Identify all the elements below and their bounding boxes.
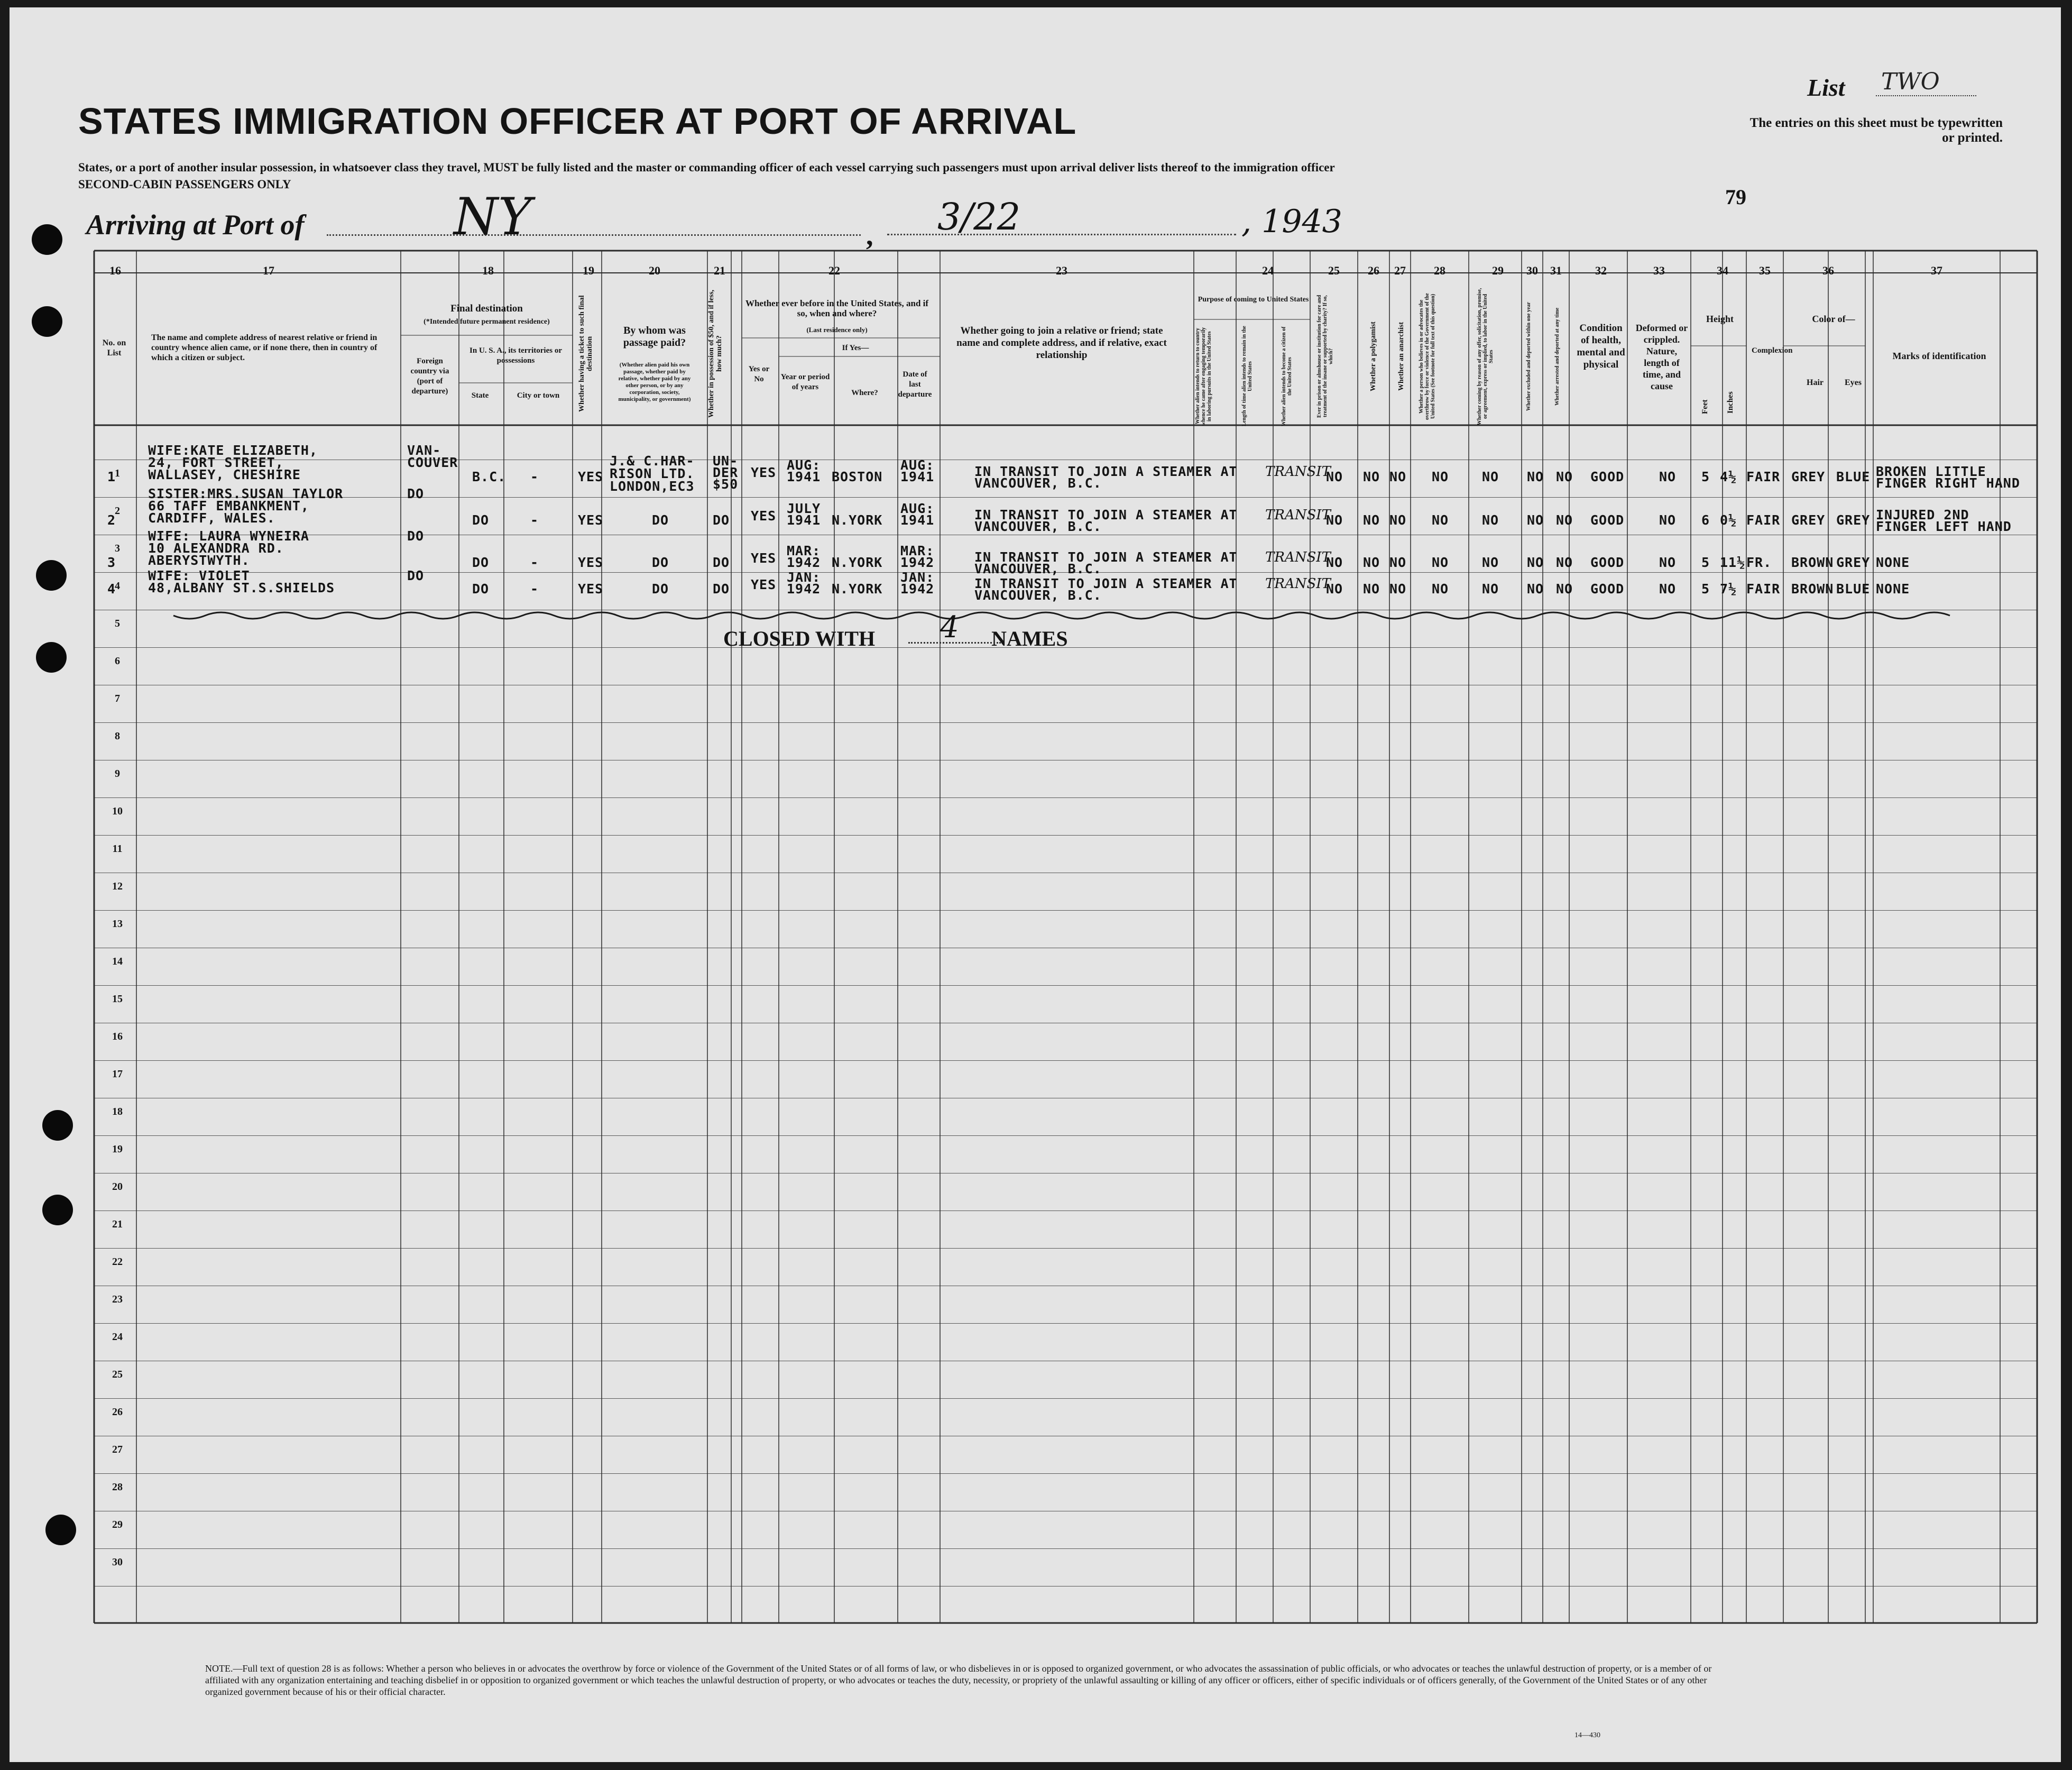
ever-before-where: BOSTON	[832, 469, 883, 484]
health-condition: GOOD	[1590, 469, 1625, 484]
column-number: 18	[482, 264, 494, 277]
header-passage-paid: By whom was passage paid?	[623, 325, 686, 349]
row-number: 29	[112, 1519, 123, 1530]
row-number: 5	[115, 618, 120, 629]
column-number: 31	[1550, 264, 1562, 277]
deformed-answer: NO	[1659, 469, 1677, 484]
last-departure-date: 1941	[900, 469, 935, 484]
answer-c31: NO	[1556, 512, 1573, 528]
answer-c29: NO	[1482, 469, 1499, 484]
answer-c29: NO	[1482, 555, 1499, 570]
last-departure-date: 1941	[900, 512, 935, 528]
relative-name-address: 48,ALBANY ST.S.SHIELDS	[148, 580, 335, 595]
header-purpose-length: Length of time alien intends to remain in the United States	[1241, 326, 1253, 427]
complexion: FAIR	[1746, 469, 1781, 484]
column-number: 17	[263, 264, 274, 277]
header-ever-before-sub: (Last residence only)	[806, 326, 868, 334]
ever-before-where: N.YORK	[832, 581, 883, 597]
ever-before-year: JAN:	[787, 570, 821, 585]
header-passage-paid-sub: (Whether alien paid his own passage, whether paid by relative, whether paid by any other person, or by any corporation, society, municipality, or government)	[618, 362, 691, 402]
header-yes-no: Yes or No	[748, 365, 770, 383]
header-inches: Inches	[1726, 391, 1735, 414]
row-number: 11	[112, 843, 123, 855]
destination-state: DO	[472, 512, 490, 528]
ever-before-year: 1941	[787, 469, 821, 484]
answer-c30: NO	[1527, 512, 1544, 528]
join-relative: VANCOUVER, B.C.	[974, 475, 1102, 491]
money-amount: DO	[713, 581, 730, 597]
header-hair: Hair	[1807, 378, 1824, 387]
arrival-year: , 1943	[1241, 203, 1342, 240]
page-title: STATES IMMIGRATION OFFICER AT PORT OF ARRIVAL	[78, 100, 1077, 142]
row-number: 28	[112, 1481, 123, 1493]
money-amount: UN-	[713, 453, 739, 469]
hair-color: GREY	[1791, 512, 1826, 528]
relative-name-address: CARDIFF, WALES.	[148, 510, 275, 526]
health-condition: GOOD	[1590, 512, 1625, 528]
deformed-answer: NO	[1659, 581, 1677, 597]
row-number: 1	[115, 467, 120, 479]
column-number: 32	[1595, 264, 1607, 277]
money-amount: DER	[713, 465, 739, 480]
relative-name-address: WIFE: LAURA WYNEIRA	[148, 528, 309, 544]
arrival-date: 3/22	[887, 195, 1236, 235]
purpose-transit: TRANSIT	[1265, 464, 1331, 480]
row-number: 13	[112, 918, 123, 930]
relative-name-address: 24, FORT STREET,	[148, 455, 284, 470]
ever-before-year: MAR:	[787, 543, 821, 558]
ever-before-where: N.YORK	[832, 555, 883, 570]
purpose-transit: TRANSIT	[1265, 549, 1331, 565]
row-number: 8	[115, 730, 120, 742]
ever-before-yes-no: YES	[751, 508, 777, 524]
join-relative: IN TRANSIT TO JOIN A STEAMER AT	[974, 507, 1238, 522]
eye-color: GREY	[1836, 555, 1871, 570]
header-prison: Ever in prison or almshouse or institution for care and treatment of the insane or supported by charity? If so, which?	[1316, 295, 1334, 418]
ticket-answer: YES	[578, 512, 604, 528]
complexion: FAIR	[1746, 512, 1781, 528]
relative-name-address: WIFE:KATE ELIZABETH,	[148, 443, 318, 458]
row-number: 18	[112, 1106, 123, 1117]
passage-paid-by: DO	[652, 581, 669, 597]
answer-c26: NO	[1363, 555, 1380, 570]
answer-c31: NO	[1556, 469, 1573, 484]
join-relative: IN TRANSIT TO JOIN A STEAMER AT	[974, 576, 1238, 591]
row-number: 26	[112, 1406, 123, 1418]
column-number: 28	[1434, 264, 1445, 277]
header-complexion: Complexion	[1752, 346, 1793, 355]
row-number: 25	[112, 1369, 123, 1380]
foreign-port: DO	[407, 486, 425, 501]
row-number: 27	[112, 1444, 123, 1455]
destination-city: -	[530, 512, 539, 528]
column-number: 26	[1368, 264, 1379, 277]
closed-count: 4	[940, 610, 959, 645]
closed-label: CLOSED WITH	[723, 627, 876, 650]
subtitle: States, or a port of another insular possession, in whatsoever class they travel, MUST be fully listed and the master or commanding officer of each vessel carrying such passengers must upon arrival deliver lists thereof to the immigration officer	[78, 161, 1335, 174]
header-polygamist: Whether a polygamist	[1369, 322, 1377, 391]
column-number: 35	[1759, 264, 1771, 277]
column-number: 23	[1056, 264, 1067, 277]
height-inches: 7½	[1720, 581, 1737, 597]
closing-wavy-line	[173, 612, 1950, 619]
header-ever-before: Whether ever before in the United States, and if so, when and where?	[745, 298, 929, 318]
ticket-answer: YES	[578, 555, 604, 570]
column-number: 33	[1653, 264, 1665, 277]
answer-c28: NO	[1432, 512, 1449, 528]
answer-c31: NO	[1556, 555, 1573, 570]
foreign-port: DO	[407, 528, 425, 544]
answer-c25: NO	[1326, 581, 1343, 597]
height-inches: 0½	[1720, 512, 1737, 528]
header-offer-labor: Whether coming by reason of any offer, solicitation, promise, or agreement, express or implied, to labor in the United States	[1477, 288, 1494, 425]
answer-c28: NO	[1432, 469, 1449, 484]
column-number: 19	[583, 264, 594, 277]
row-number: 24	[112, 1331, 123, 1343]
last-departure-date: JAN:	[900, 570, 935, 585]
column-number: 27	[1394, 264, 1406, 277]
height-feet: 5	[1701, 581, 1710, 597]
row-number: 3	[115, 543, 120, 554]
answer-c27: NO	[1389, 469, 1407, 484]
ever-before-year: JULY	[787, 501, 821, 516]
row-number: 17	[112, 1068, 123, 1080]
last-departure-date: AUG:	[900, 501, 935, 516]
eye-color: BLUE	[1836, 469, 1871, 484]
ever-before-year: 1941	[787, 512, 821, 528]
row-number: 14	[112, 956, 123, 967]
answer-c30: NO	[1527, 581, 1544, 597]
page-number: 79	[1725, 185, 1746, 209]
marks-identification: NONE	[1876, 581, 1910, 597]
header-relative-address: The name and complete address of nearest relative or friend in country whence alien came, or if none there, then in country of which a citizen or subject.	[151, 333, 377, 362]
header-final-destination-sub: (*Intended future permanent residence)	[423, 318, 550, 326]
row-number: 22	[112, 1256, 123, 1268]
header-state: State	[471, 391, 489, 400]
hair-color: BROWN	[1791, 581, 1834, 597]
row-entry-number: 2	[107, 512, 116, 528]
ever-before-yes-no: YES	[751, 577, 777, 592]
list-label: List	[1807, 74, 1845, 101]
destination-state: DO	[472, 581, 490, 597]
header-purpose-citizen: Whether alien intends to become a citizen of the United States	[1281, 326, 1293, 426]
eye-color: BLUE	[1836, 581, 1871, 597]
ever-before-year: AUG:	[787, 457, 821, 473]
arrival-port: NY	[327, 187, 861, 236]
passage-paid-by: DO	[652, 512, 669, 528]
form-number: 14—430	[1574, 1731, 1600, 1739]
column-number: 20	[649, 264, 660, 277]
ever-before-year: 1942	[787, 581, 821, 597]
header-deformed: Deformed or crippled. Nature, length of time, and cause	[1635, 323, 1688, 391]
row-number: 20	[112, 1181, 123, 1193]
ticket-answer: YES	[578, 469, 604, 484]
header-date-last-departure: Date of last departure	[898, 370, 932, 399]
relative-name-address: ABERYSTWYTH.	[148, 553, 250, 568]
last-departure-date: AUG:	[900, 457, 935, 473]
header-height: Height	[1706, 314, 1734, 324]
header-anarchist: Whether an anarchist	[1397, 322, 1405, 391]
header-city: City or town	[517, 391, 560, 400]
header-final-destination: Final destination	[450, 303, 523, 314]
class-line: SECOND-CABIN PASSENGERS ONLY	[78, 178, 291, 191]
arrival-separator: ,	[866, 219, 873, 251]
row-number: 4	[115, 580, 120, 592]
answer-c26: NO	[1363, 469, 1380, 484]
answer-c27: NO	[1389, 581, 1407, 597]
column-number: 16	[109, 264, 121, 277]
row-number: 16	[112, 1031, 123, 1042]
header-excluded: Whether excluded and deported within one year	[1526, 302, 1532, 411]
header-money: Whether in possession of $50, and if less, how much?	[707, 289, 723, 418]
column-number: 25	[1328, 264, 1340, 277]
row-entry-number: 1	[107, 469, 116, 484]
destination-state: B.C.	[472, 469, 507, 484]
destination-city: -	[530, 581, 539, 597]
ever-before-yes-no: YES	[751, 551, 777, 566]
last-departure-date: MAR:	[900, 543, 935, 558]
header-eyes: Eyes	[1845, 378, 1862, 387]
marks-identification: NONE	[1876, 555, 1910, 570]
last-departure-date: 1942	[900, 581, 935, 597]
closed-with-label	[723, 626, 1068, 651]
foreign-port: DO	[407, 568, 425, 583]
header-arrested: Whether arrested and deported at any time	[1554, 307, 1560, 406]
footnote: NOTE.—Full text of question 28 is as follows: Whether a person who believes in or advocates the overthrow by force or violence of the Government of the United States or of all forms of law, or who disbelieves in or is opposed to organized government, or who advocates the assassination of public officials, or who advocates or teaches the unlawful destruction of property, or is a member of or affiliated with any organization entertaining and teaching disbelief in or opposition to organized government or which teaches the unlawful destruction of property, or who advocates or teaches the duty, necessity, or propriety of the unlawful assaulting or killing of any officer or officers, either of specific individuals or of officers generally, of the Government of the United States or of any other organized government because of his or their official character.	[205, 1663, 1712, 1697]
header-where: Where?	[851, 389, 878, 397]
ticket-answer: YES	[578, 581, 604, 597]
column-number: 34	[1717, 264, 1728, 277]
row-number: 19	[112, 1143, 123, 1155]
foreign-port: COUVER	[407, 455, 458, 470]
row-number: 9	[115, 768, 120, 779]
column-number: 22	[828, 264, 840, 277]
ever-before-yes-no: YES	[751, 465, 777, 480]
money-amount: DO	[713, 555, 730, 570]
column-number: 30	[1526, 264, 1538, 277]
height-feet: 6	[1701, 512, 1710, 528]
row-number: 10	[112, 805, 123, 817]
destination-city: -	[530, 469, 539, 484]
eye-color: GREY	[1836, 512, 1871, 528]
destination-state: DO	[472, 555, 490, 570]
join-relative: IN TRANSIT TO JOIN A STEAMER AT	[974, 464, 1238, 479]
passage-paid-by: J.& C.HAR-	[610, 453, 695, 469]
relative-name-address: 10 ALEXANDRA RD.	[148, 540, 284, 556]
marks-identification: INJURED 2ND	[1876, 507, 1969, 522]
header-health: Condition of health, mental and physical	[1577, 323, 1625, 370]
money-amount: DO	[713, 512, 730, 528]
ever-before-where: N.YORK	[832, 512, 883, 528]
row-number: 7	[115, 693, 120, 704]
height-inches: 11½	[1720, 555, 1746, 570]
row-number: 30	[112, 1556, 123, 1568]
join-relative: IN TRANSIT TO JOIN A STEAMER AT	[974, 549, 1238, 565]
passage-paid-by: DO	[652, 555, 669, 570]
relative-name-address: WIFE: VIOLET	[148, 568, 250, 583]
header-no-on-list: No. on List	[102, 338, 126, 357]
relative-name-address: WALLASEY, CHESHIRE	[148, 467, 301, 482]
foreign-port: VAN-	[407, 443, 441, 458]
relative-name-address: 66 TAFF EMBANKMENT,	[148, 498, 309, 513]
ever-before-year: 1942	[787, 555, 821, 570]
passage-paid-by: RISON LTD.	[610, 466, 695, 481]
deformed-answer: NO	[1659, 512, 1677, 528]
last-departure-date: 1942	[900, 555, 935, 570]
complexion: FAIR	[1746, 581, 1781, 597]
answer-c27: NO	[1389, 555, 1407, 570]
row-number: 6	[115, 655, 120, 667]
row-number: 12	[112, 881, 123, 892]
manifest-sheet	[10, 7, 2061, 1762]
column-number: 29	[1492, 264, 1504, 277]
answer-c30: NO	[1527, 469, 1544, 484]
row-number: 21	[112, 1218, 123, 1230]
height-feet: 5	[1701, 555, 1710, 570]
answer-c25: NO	[1326, 555, 1343, 570]
header-in-usa: In U. S. A., its territories or possessions	[469, 346, 562, 365]
header-purpose: Purpose of coming to United States	[1198, 296, 1309, 304]
closed-suffix: NAMES	[991, 627, 1068, 650]
marks-identification: BROKEN LITTLE	[1876, 464, 1986, 479]
answer-c30: NO	[1527, 555, 1544, 570]
answer-c28: NO	[1432, 555, 1449, 570]
purpose-transit: TRANSIT	[1265, 576, 1331, 592]
answer-c27: NO	[1389, 512, 1407, 528]
answer-c29: NO	[1482, 512, 1499, 528]
destination-city: -	[530, 555, 539, 570]
answer-c29: NO	[1482, 581, 1499, 597]
header-join-relative: Whether going to join a relative or friend; state name and complete address, and if relative, exact relationship	[956, 325, 1167, 361]
header-year: Year or period of years	[780, 373, 830, 391]
answer-c26: NO	[1363, 512, 1380, 528]
column-number: 24	[1262, 264, 1274, 277]
header-foreign-country: Foreign country via (port of departure)	[410, 357, 449, 396]
answer-c25: NO	[1326, 469, 1343, 484]
marks-identification: FINGER RIGHT HAND	[1876, 475, 2020, 491]
header-marks: Marks of identification	[1892, 351, 1986, 361]
row-number: 23	[112, 1294, 123, 1305]
relative-name-address: SISTER:MRS.SUSAN TAYLOR	[148, 486, 344, 501]
header-ticket: Whether having a ticket to such final destination	[578, 295, 594, 412]
row-number: 15	[112, 993, 123, 1005]
complexion: FR.	[1746, 555, 1772, 570]
health-condition: GOOD	[1590, 555, 1625, 570]
answer-c25: NO	[1326, 512, 1343, 528]
marks-identification: FINGER LEFT HAND	[1876, 519, 2012, 534]
answer-c31: NO	[1556, 581, 1573, 597]
header-color-of: Color of—	[1812, 314, 1855, 324]
money-amount: $50	[713, 476, 739, 492]
header-purpose-return: Whether alien intends to return to country whence he came after engaging temporarily in laboring pursuits in the United States	[1195, 327, 1212, 426]
arrival-label: Arriving at Port of	[86, 209, 305, 241]
column-number: 36	[1822, 264, 1834, 277]
passage-paid-by: LONDON,EC3	[610, 479, 695, 494]
header-feet: Feet	[1701, 399, 1709, 414]
header-if-yes: If Yes—	[842, 344, 869, 352]
health-condition: GOOD	[1590, 581, 1625, 597]
row-entry-number: 3	[107, 555, 116, 570]
join-relative: VANCOUVER, B.C.	[974, 561, 1102, 576]
header-overthrow: Whether a person who believes in or advocates the overthrow by force or violence of the Government of the United States (See footnote for full text of this question)	[1419, 293, 1436, 420]
purpose-transit: TRANSIT	[1265, 507, 1331, 523]
hair-color: BROWN	[1791, 555, 1834, 570]
answer-c28: NO	[1432, 581, 1449, 597]
height-inches: 4½	[1720, 469, 1737, 484]
deformed-answer: NO	[1659, 555, 1677, 570]
height-feet: 5	[1701, 469, 1710, 484]
row-entry-number: 4	[107, 581, 116, 597]
list-value: TWO	[1876, 68, 1976, 96]
instructions: The entries on this sheet must be typewritten or printed.	[1749, 116, 2003, 145]
hair-color: GREY	[1791, 469, 1826, 484]
join-relative: VANCOUVER, B.C.	[974, 519, 1102, 534]
column-number: 21	[714, 264, 725, 277]
join-relative: VANCOUVER, B.C.	[974, 588, 1102, 603]
answer-c26: NO	[1363, 581, 1380, 597]
column-number: 37	[1931, 264, 1942, 277]
row-number: 2	[115, 505, 120, 517]
